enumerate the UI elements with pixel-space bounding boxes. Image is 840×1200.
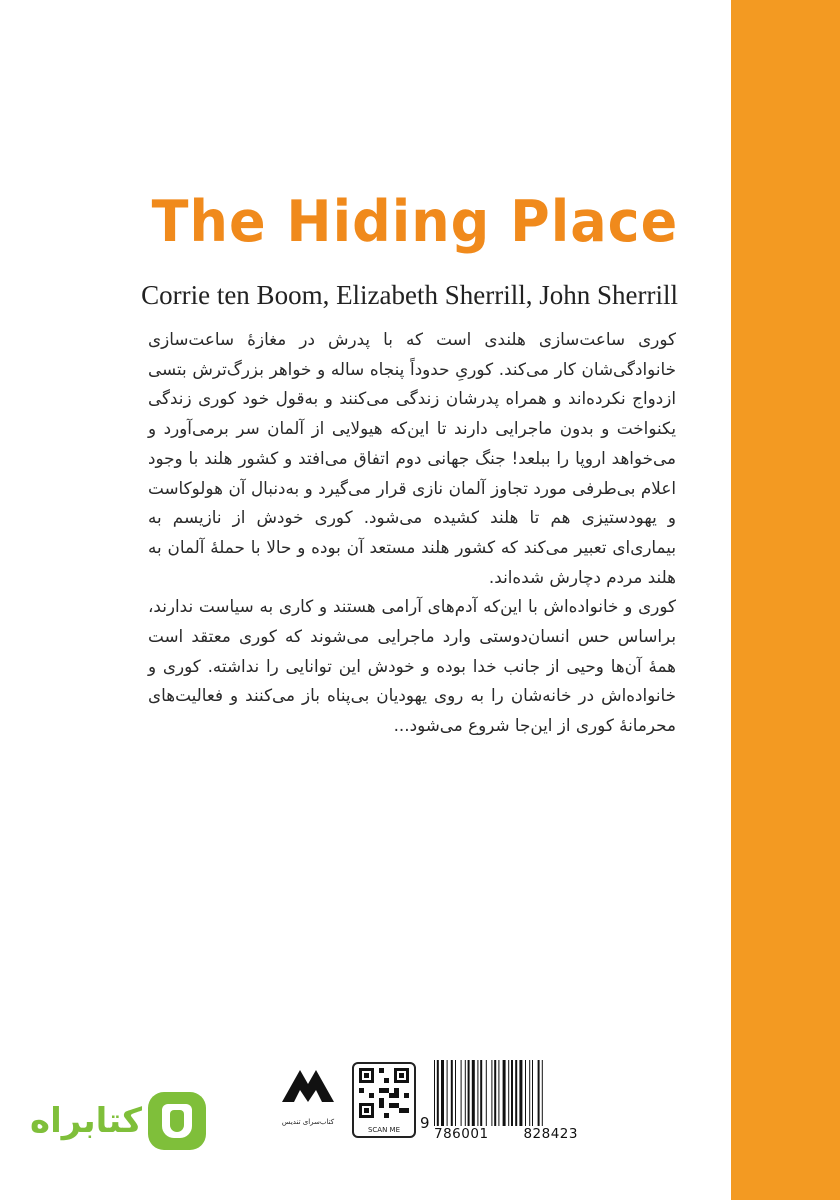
book-authors: Corrie ten Boom, Elizabeth Sherrill, John Sherrill <box>141 280 678 310</box>
spine-band <box>731 0 840 1200</box>
isbn-barcode <box>420 1060 580 1144</box>
isbn-lead-digit: 9 <box>420 1114 430 1132</box>
isbn-digits <box>434 1126 578 1142</box>
blurb-paragraph-2: کوری و خانواده‌اش با این‌که آدم‌های آرامی هستند و کاری به سیاست ندارند، براساس حس انسان‌دوستی وارد ماجرایی می‌شوند که کوری معتقد است همهٔ آن‌ها وحیی از جانب خدا بوده و خودش این توانایی را نداشته. کوری و خانواده‌اش در خانه‌شان را به روی یهودیان بی‌پناه باز می‌کنند و فعالیت‌های محرمانهٔ کوری از این‌جا شروع می‌شود... <box>148 596 676 736</box>
store-logo <box>30 1092 206 1150</box>
qr-pattern-icon <box>359 1068 409 1118</box>
publisher-caption: کتاب‌سرای تندیس <box>281 1118 335 1126</box>
isbn-group-1: 786001 <box>434 1126 489 1142</box>
qr-label: SCAN ME <box>367 1126 401 1134</box>
book-icon <box>148 1092 206 1150</box>
back-cover-blurb <box>148 325 676 741</box>
book-title: The Hiding Place <box>151 188 679 255</box>
publisher-logo <box>274 1062 342 1140</box>
isbn-group-2: 828423 <box>523 1126 578 1142</box>
qr-code[interactable] <box>352 1062 416 1138</box>
barcode-bars-icon <box>434 1060 578 1126</box>
store-name: کتابراه <box>30 1101 143 1141</box>
blurb-paragraph-1: کوری ساعت‌سازی هلندی است که با پدرش در مغازهٔ ساعت‌سازی خانوادگی‌شان کار می‌کند. کوریِ حدوداً پنجاه ساله و خواهر بزرگ‌ترش بتسی ازدواج نکرده‌اند و همراه پدرشان زندگی می‌کنند و به‌قول خود کوری زندگی یکنواخت و بدون ماجرایی دارند تا این‌که هیولایی از آلمان سر برمی‌آورد و می‌خواهد اروپا را ببلعد! جنگ جهانی دوم اتفاق می‌افتد و کشور هلند با وجود اعلام بی‌طرفی مورد تجاوز آلمان نازی قرار می‌گیرد و به‌دنبال آن هولوکاست و یهودستیزی هم تا هلند کشیده می‌شود. کوری خودش از نازیسم به بیماری‌ای تعبیر می‌کند که کشور هلند مستعد آن بوده و حالا با حملهٔ آلمان به هلند مردم دچارش شده‌اند. <box>148 329 676 587</box>
publisher-mark-icon <box>278 1062 338 1112</box>
